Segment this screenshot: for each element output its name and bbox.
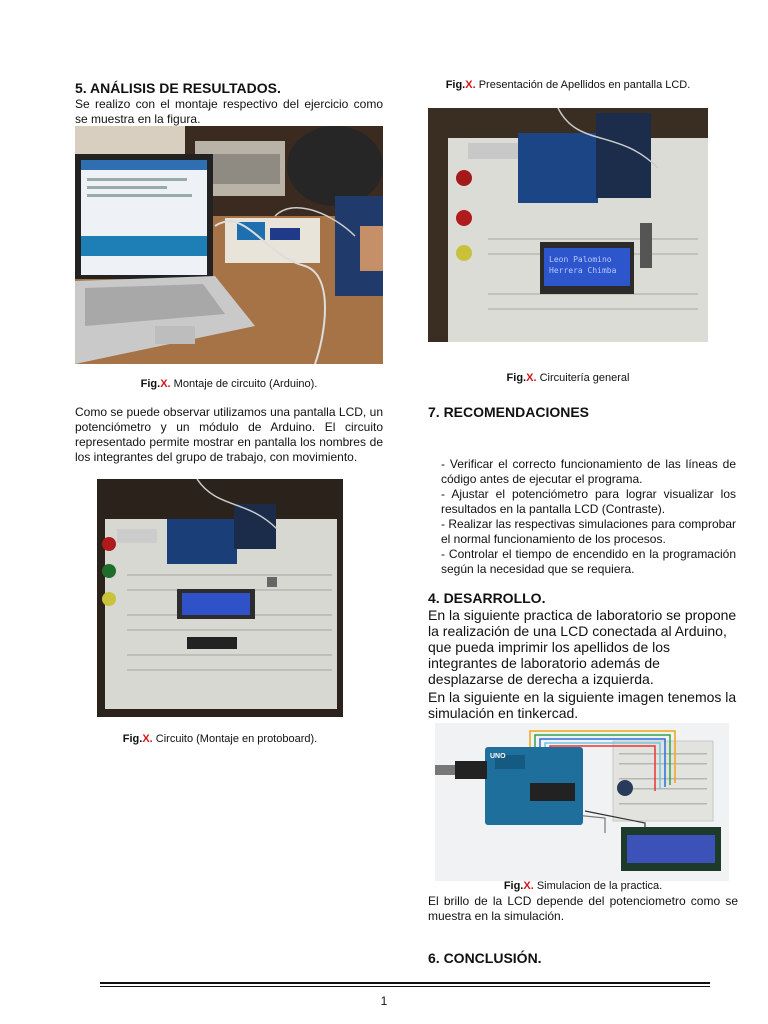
fig-caption-simulacion	[428, 880, 738, 892]
section-4-paragraph-2: En la siguiente en la siguiente imagen tenemos la simulación en tinkercad.	[428, 689, 737, 721]
footer-rule-bottom	[100, 986, 710, 987]
fig-label: Fig.	[122, 733, 143, 745]
fig-caption-circuiteria	[428, 372, 708, 384]
fig-caption-text: Montaje de circuito (Arduino).	[173, 378, 318, 390]
fig-x-marker: X.	[160, 378, 171, 390]
fig-x-marker: X.	[142, 733, 153, 745]
section-7-title: 7. RECOMENDACIONES	[428, 404, 590, 420]
section-4-paragraph-1: En la siguiente practica de laboratorio se propone la realización de una LCD conectada al Arduino, que pueda imprimir los apellidos de los integrantes de laboratorio además de desplazarse de derecha a izquierda.	[428, 607, 737, 687]
protoboard-photo	[97, 479, 343, 717]
fig-caption-lcd	[428, 79, 708, 91]
fig-caption-montaje	[75, 378, 383, 390]
fig-x-marker: X.	[523, 880, 534, 892]
recommendations-list	[441, 457, 736, 577]
fig-caption-text: Circuitería general	[539, 372, 630, 384]
lcd-line-2: Herrera Chimba	[549, 266, 617, 275]
fig-caption-text: Simulacion de la practica.	[536, 880, 663, 892]
section-5-text: Se realizo con el montaje respectivo del ejercicio como se muestra en la figura.	[75, 97, 383, 126]
section-4-title: 4. DESARROLLO.	[428, 590, 546, 606]
fig-caption-text: Circuito (Montaje en protoboard).	[155, 733, 318, 745]
lcd-line-1: Leon Palomino	[549, 255, 612, 264]
fig-label: Fig.	[506, 372, 527, 384]
fig-label: Fig.	[445, 79, 466, 91]
lcd-circuit-photo	[428, 108, 708, 342]
footer-rule-top	[100, 982, 710, 984]
fig-caption-protoboard	[97, 733, 343, 745]
sim-board-label: UNO	[490, 753, 506, 760]
fig-label: Fig.	[503, 880, 524, 892]
fig-label: Fig.	[140, 378, 161, 390]
recommendation-item: - Ajustar el potenciómetro para lograr visualizar los resultados en la pantalla LCD (Contraste).	[441, 487, 736, 516]
fig-caption-text: Presentación de Apellidos en pantalla LCD.	[478, 79, 691, 91]
page-number: 1	[380, 994, 388, 1008]
recommendation-item: - Realizar las respectivas simulaciones para comprobar el normal funcionamiento de los procesos.	[441, 517, 736, 546]
recommendation-item: - Verificar el correcto funcionamiento de las líneas de código antes de ejecutar el programa.	[441, 457, 736, 486]
laptop-montage-photo	[75, 126, 383, 364]
tinkercad-simulation-figure	[435, 723, 729, 881]
recommendation-item: - Controlar el tiempo de encendido en la programación según la necesidad que se requiera.	[441, 547, 736, 576]
fig-x-marker: X.	[526, 372, 537, 384]
fig-x-marker: X.	[465, 79, 476, 91]
analysis-paragraph: Como se puede observar utilizamos una pantalla LCD, un potenciómetro y un módulo de Arduino. El circuito representado permite mostrar en pantalla los nombres de los integrantes del grupo de trabajo, con movimiento.	[75, 405, 383, 464]
simulation-note: El brillo de la LCD depende del potenciometro como se muestra en la simulación.	[428, 894, 738, 923]
section-6-title: 6. CONCLUSIÓN.	[428, 950, 542, 966]
lcd-display-text	[549, 254, 616, 276]
section-5-title: 5. ANÁLISIS DE RESULTADOS.	[75, 80, 281, 96]
